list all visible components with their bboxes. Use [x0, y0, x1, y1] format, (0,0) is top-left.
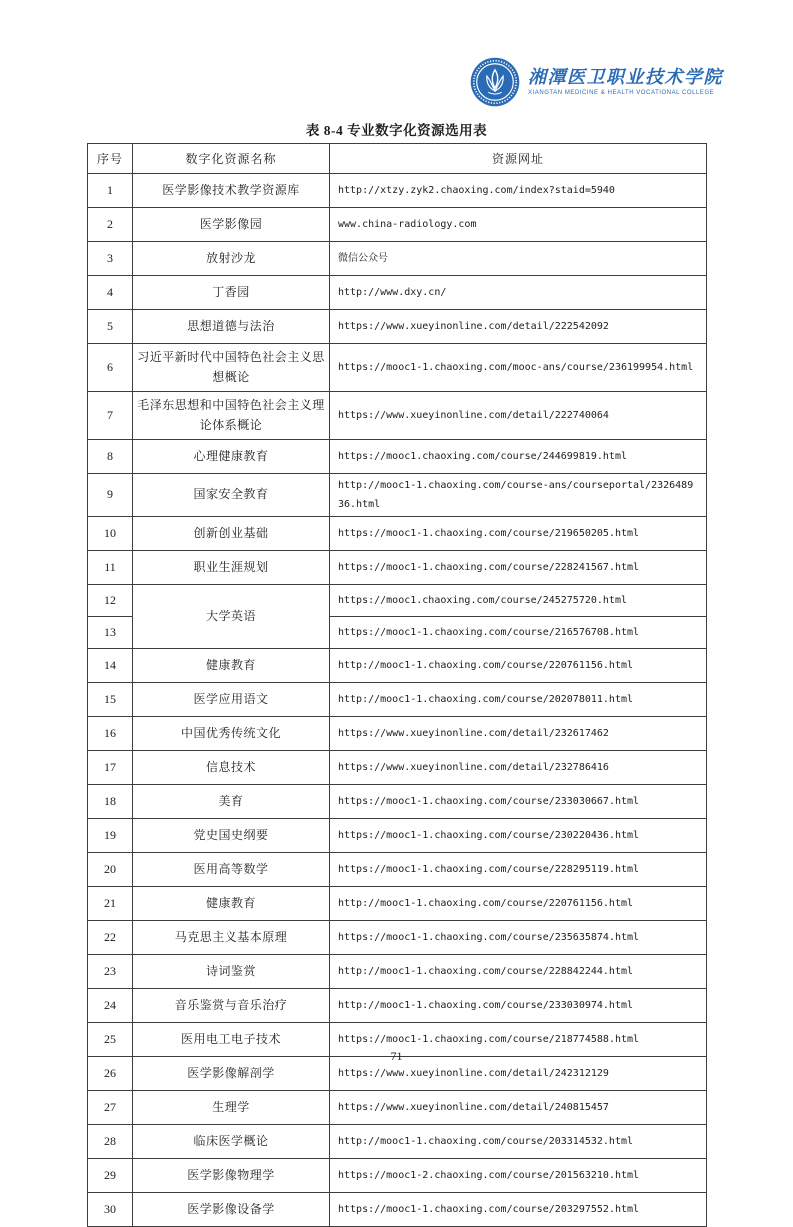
row-number-cell: 13: [88, 616, 133, 648]
row-number-cell: 16: [88, 716, 133, 750]
table-body: [88, 174, 707, 1227]
page-number: 71: [390, 1049, 403, 1063]
resource-name-cell: 美育: [133, 784, 330, 818]
column-header: 序号: [88, 144, 133, 174]
resource-name-cell: 毛泽东思想和中国特色社会主义理论体系概论: [133, 391, 330, 439]
resource-name-cell: 创新创业基础: [133, 516, 330, 550]
table-title: 表 8-4 专业数字化资源选用表: [305, 123, 488, 138]
resource-name-cell: 临床医学概论: [133, 1124, 330, 1158]
resource-name-cell: 信息技术: [133, 750, 330, 784]
row-number-cell: 8: [88, 439, 133, 473]
resource-name-cell: 国家安全教育: [133, 473, 330, 516]
resource-url-cell: http://mooc1-1.chaoxing.com/course/220761156.html: [330, 648, 707, 682]
resource-url-cell: https://mooc1-1.chaoxing.com/course/233030667.html: [330, 784, 707, 818]
resource-url-cell: https://mooc1-2.chaoxing.com/course/201563210.html: [330, 1158, 707, 1192]
resource-url-cell: http://xtzy.zyk2.chaoxing.com/index?staid=5940: [330, 174, 707, 208]
resource-url-cell: https://www.xueyinonline.com/detail/232786416: [330, 750, 707, 784]
row-number-cell: 11: [88, 550, 133, 584]
resource-url-cell: 微信公众号: [330, 242, 707, 276]
table-row: [88, 516, 707, 550]
table-row: [88, 1192, 707, 1226]
row-number-cell: 29: [88, 1158, 133, 1192]
resource-name-cell: 音乐鉴赏与音乐治疗: [133, 988, 330, 1022]
resource-name-cell: 马克思主义基本原理: [133, 920, 330, 954]
row-number-cell: 28: [88, 1124, 133, 1158]
resource-url-cell: http://www.dxy.cn/: [330, 276, 707, 310]
resource-name-cell: 医用电工电子技术: [133, 1022, 330, 1056]
table-row: [88, 276, 707, 310]
college-name-en: XIANGTAN MEDICINE & HEALTH VOCATIONAL COLLEGE: [528, 89, 715, 96]
college-name-cn: 湘潭医卫职业技术学院: [528, 67, 723, 89]
row-number-cell: 9: [88, 473, 133, 516]
table-row: [88, 784, 707, 818]
row-number-cell: 22: [88, 920, 133, 954]
row-number-cell: 2: [88, 208, 133, 242]
resource-name-cell: 医学影像物理学: [133, 1158, 330, 1192]
row-number-cell: 21: [88, 886, 133, 920]
table-row: [88, 310, 707, 344]
resource-url-cell: http://mooc1-1.chaoxing.com/course/228842244.html: [330, 954, 707, 988]
resource-name-cell: 健康教育: [133, 648, 330, 682]
row-number-cell: 24: [88, 988, 133, 1022]
resource-url-cell: https://mooc1-1.chaoxing.com/course/219650205.html: [330, 516, 707, 550]
resource-url-cell: https://mooc1-1.chaoxing.com/course/218774588.html: [330, 1022, 707, 1056]
resource-name-cell: 诗词鉴赏: [133, 954, 330, 988]
resource-url-cell: https://mooc1-1.chaoxing.com/course/228295119.html: [330, 852, 707, 886]
resource-name-cell: 习近平新时代中国特色社会主义思想概论: [133, 344, 330, 392]
resource-url-cell: https://www.xueyinonline.com/detail/242312129: [330, 1056, 707, 1090]
resource-name-cell: 医学影像技术教学资源库: [133, 174, 330, 208]
resource-url-cell: https://www.xueyinonline.com/detail/222542092: [330, 310, 707, 344]
table-row: [88, 682, 707, 716]
table-row: [88, 1124, 707, 1158]
resource-url-cell: https://mooc1-1.chaoxing.com/course/228241567.html: [330, 550, 707, 584]
row-number-cell: 30: [88, 1192, 133, 1226]
table-row: [88, 954, 707, 988]
college-logo: [468, 55, 723, 109]
resource-url-cell: https://mooc1-1.chaoxing.com/course/216576708.html: [330, 616, 707, 648]
resource-name-cell: 医学应用语文: [133, 682, 330, 716]
row-number-cell: 17: [88, 750, 133, 784]
table-row: [88, 1090, 707, 1124]
resource-name-cell: 医用高等数学: [133, 852, 330, 886]
resource-url-cell: http://mooc1-1.chaoxing.com/course-ans/courseportal/232648936.html: [330, 473, 707, 516]
column-header: 资源网址: [330, 144, 707, 174]
row-number-cell: 1: [88, 174, 133, 208]
resource-name-cell: 生理学: [133, 1090, 330, 1124]
row-number-cell: 10: [88, 516, 133, 550]
resource-url-cell: www.china-radiology.com: [330, 208, 707, 242]
resource-url-cell: https://www.xueyinonline.com/detail/240815457: [330, 1090, 707, 1124]
header-row: [88, 144, 707, 174]
table-row: [88, 1158, 707, 1192]
table-row: [88, 473, 707, 516]
resource-name-cell: 中国优秀传统文化: [133, 716, 330, 750]
row-number-cell: 4: [88, 276, 133, 310]
table-row: [88, 550, 707, 584]
row-number-cell: 27: [88, 1090, 133, 1124]
table-row: [88, 344, 707, 392]
table-row: [88, 391, 707, 439]
resource-name-cell: 职业生涯规划: [133, 550, 330, 584]
row-number-cell: 12: [88, 584, 133, 616]
resource-url-cell: https://mooc1.chaoxing.com/course/245275720.html: [330, 584, 707, 616]
row-number-cell: 20: [88, 852, 133, 886]
table-row: [88, 584, 707, 616]
table-row: [88, 886, 707, 920]
table-row: [88, 208, 707, 242]
row-number-cell: 3: [88, 242, 133, 276]
resource-url-cell: https://mooc1-1.chaoxing.com/mooc-ans/course/236199954.html: [330, 344, 707, 392]
resource-name-cell: 医学影像设备学: [133, 1192, 330, 1226]
row-number-cell: 6: [88, 344, 133, 392]
resource-name-cell: 大学英语: [133, 584, 330, 648]
table-row: [88, 988, 707, 1022]
table-row: [88, 716, 707, 750]
resource-url-cell: https://mooc1.chaoxing.com/course/244699819.html: [330, 439, 707, 473]
resource-url-cell: http://mooc1-1.chaoxing.com/course/203314532.html: [330, 1124, 707, 1158]
resource-url-cell: http://mooc1-1.chaoxing.com/course/220761156.html: [330, 886, 707, 920]
row-number-cell: 23: [88, 954, 133, 988]
resource-name-cell: 医学影像园: [133, 208, 330, 242]
row-number-cell: 7: [88, 391, 133, 439]
row-number-cell: 25: [88, 1022, 133, 1056]
row-number-cell: 26: [88, 1056, 133, 1090]
resource-url-cell: https://mooc1-1.chaoxing.com/course/235635874.html: [330, 920, 707, 954]
resource-name-cell: 医学影像解剖学: [133, 1056, 330, 1090]
column-header: 数字化资源名称: [133, 144, 330, 174]
resource-name-cell: 丁香园: [133, 276, 330, 310]
table-row: [88, 439, 707, 473]
table-row: [88, 852, 707, 886]
resource-name-cell: 党史国史纲要: [133, 818, 330, 852]
resource-url-cell: https://www.xueyinonline.com/detail/232617462: [330, 716, 707, 750]
resource-url-cell: http://mooc1-1.chaoxing.com/course/233030974.html: [330, 988, 707, 1022]
resource-name-cell: 健康教育: [133, 886, 330, 920]
row-number-cell: 19: [88, 818, 133, 852]
college-logo-text: [528, 68, 723, 96]
table-row: [88, 242, 707, 276]
row-number-cell: 14: [88, 648, 133, 682]
resource-name-cell: 思想道德与法治: [133, 310, 330, 344]
table-row: [88, 174, 707, 208]
row-number-cell: 5: [88, 310, 133, 344]
resource-table: [87, 143, 707, 1227]
resource-url-cell: https://www.xueyinonline.com/detail/222740064: [330, 391, 707, 439]
table-row: [88, 750, 707, 784]
resource-url-cell: https://mooc1-1.chaoxing.com/course/230220436.html: [330, 818, 707, 852]
table-row: [88, 920, 707, 954]
row-number-cell: 15: [88, 682, 133, 716]
table-row: [88, 818, 707, 852]
table-head: [88, 144, 707, 174]
resource-name-cell: 心理健康教育: [133, 439, 330, 473]
table-row: [88, 648, 707, 682]
resource-name-cell: 放射沙龙: [133, 242, 330, 276]
resource-url-cell: http://mooc1-1.chaoxing.com/course/202078011.html: [330, 682, 707, 716]
college-emblem-icon: [468, 55, 522, 109]
row-number-cell: 18: [88, 784, 133, 818]
resource-url-cell: https://mooc1-1.chaoxing.com/course/203297552.html: [330, 1192, 707, 1226]
